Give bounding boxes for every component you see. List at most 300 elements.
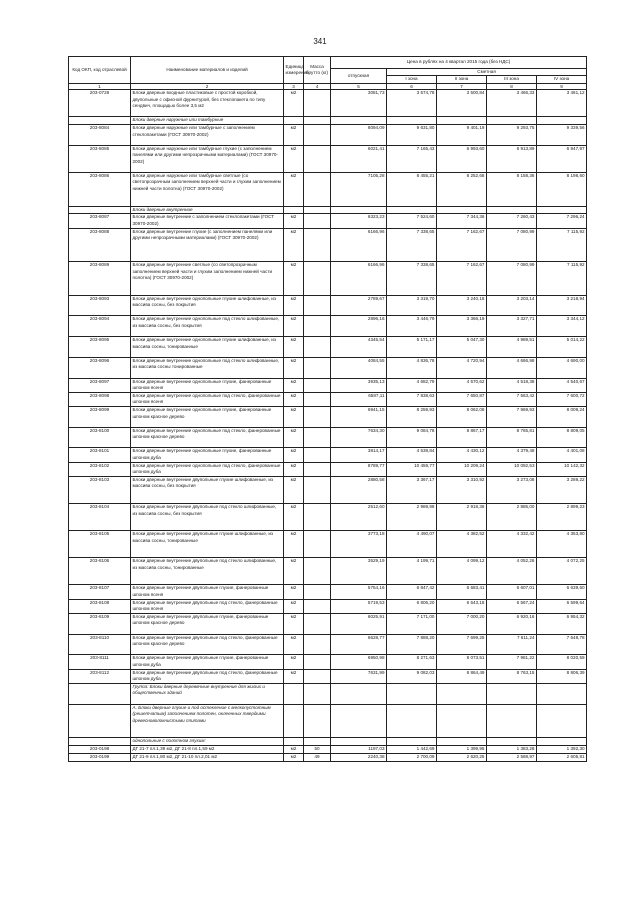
zone-2-price: 5 047,30 xyxy=(437,337,487,358)
zone-3-price: 3 466,33 xyxy=(487,90,537,117)
zone-3-price: 7 969,93 xyxy=(487,407,537,428)
mass-cell xyxy=(304,337,331,358)
column-number: 6 xyxy=(387,83,437,90)
item-code xyxy=(69,684,131,705)
zone-4-price: 2 899,23 xyxy=(537,504,587,531)
item-name: Блоки дверные внутренние двупольные под стекло, фанерованные шпоном красное дерево xyxy=(131,634,284,655)
zone-4-price: 1 392,30 xyxy=(537,746,587,754)
zone-2-price: 3 310,92 xyxy=(437,477,487,504)
zone-4-price xyxy=(537,206,587,214)
zone-4-price xyxy=(537,117,587,125)
mass-cell xyxy=(304,704,331,738)
mass-cell xyxy=(304,634,331,655)
zone-3-price: 2 885,00 xyxy=(487,504,537,531)
column-number: 1 xyxy=(69,83,131,90)
zone-3-price: 1 383,28 xyxy=(487,746,537,754)
release-price xyxy=(331,117,387,125)
release-price: 3081,73 xyxy=(331,90,387,117)
column-number: 5 xyxy=(331,83,387,90)
zone-4-price: 7 115,92 xyxy=(537,262,587,296)
zone-3-price: 4 052,26 xyxy=(487,558,537,585)
table-row xyxy=(69,214,587,228)
zone-1-price: 8 271,63 xyxy=(387,655,437,669)
zone-2-price: 9 401,19 xyxy=(437,125,487,146)
unit-cell: м2 xyxy=(284,669,304,683)
zone-2-price: 2 918,36 xyxy=(437,504,487,531)
release-price: 7634,30 xyxy=(331,427,387,448)
release-price: 5754,16 xyxy=(331,585,387,599)
item-code: 203-8108 xyxy=(69,599,131,613)
zone-4-price: 10 142,32 xyxy=(537,462,587,476)
zone-4-price: 3 461,12 xyxy=(537,90,587,117)
mass-cell: 49 xyxy=(304,753,331,761)
unit-cell: м2 xyxy=(284,427,304,448)
mass-header: Масса брутто (кг) xyxy=(304,57,331,84)
release-price: 6021,41 xyxy=(331,145,387,172)
item-code: 203-8110 xyxy=(69,634,131,655)
zone-1-price: 4 836,78 xyxy=(387,357,437,378)
table-row xyxy=(69,407,587,428)
mass-cell xyxy=(304,614,331,635)
zone-4-price: 5 014,22 xyxy=(537,337,587,358)
zone-1-price: 9 082,03 xyxy=(387,669,437,683)
table-row xyxy=(69,125,587,146)
mass-cell xyxy=(304,295,331,316)
zone-2-price: 1 399,95 xyxy=(437,746,487,754)
mass-cell xyxy=(304,531,331,558)
zone-4-price: 9 339,56 xyxy=(537,125,587,146)
zone-2-price: 7 162,67 xyxy=(437,262,487,296)
zone-2-price: 4 382,52 xyxy=(437,531,487,558)
column-number: 7 xyxy=(437,83,487,90)
item-code: 203-8089 xyxy=(69,262,131,296)
unit-cell: м2 xyxy=(284,214,304,228)
item-name: Блоки дверные внутренние двупольные глухие, фанерованные шпоном ясеня xyxy=(131,585,284,599)
zone-1-price: 3 446,79 xyxy=(387,316,437,337)
item-code: 203-8097 xyxy=(69,378,131,392)
item-code: 203-8102 xyxy=(69,462,131,476)
mass-cell xyxy=(304,206,331,214)
zone-4-price: 4 353,80 xyxy=(537,531,587,558)
zone-3-header: III зона xyxy=(487,76,537,83)
item-code: 203-8106 xyxy=(69,558,131,585)
unit-cell xyxy=(284,206,304,214)
table-row xyxy=(69,614,587,635)
unit-cell: м2 xyxy=(284,337,304,358)
item-code: 203-8099 xyxy=(69,407,131,428)
mass-cell xyxy=(304,392,331,406)
item-code: 203-8107 xyxy=(69,585,131,599)
zone-3-price: 7 080,99 xyxy=(487,228,537,262)
item-name: Блоки дверные наружные или тамбурные глухие (с заполнением панелями или другими непрозрачными материалами) (ГОСТ 30970-2002) xyxy=(131,145,284,172)
release-price: 3814,17 xyxy=(331,448,387,462)
mass-cell xyxy=(304,90,331,117)
release-price: 6950,98 xyxy=(331,655,387,669)
zone-4-price: 2 605,81 xyxy=(537,753,587,761)
release-price: 6628,77 xyxy=(331,634,387,655)
item-name: Блоки дверные наружные или тамбурные с заполнением стеклопакетами (ГОСТ 30970-2002) xyxy=(131,125,284,146)
column-number: 2 xyxy=(131,83,284,90)
mass-cell xyxy=(304,316,331,337)
column-number: 3 xyxy=(284,83,304,90)
zone-3-price: 7 611,24 xyxy=(487,634,537,655)
unit-cell: м2 xyxy=(284,585,304,599)
zone-3-price: 4 332,42 xyxy=(487,531,537,558)
zone-3-price: 4 989,51 xyxy=(487,337,537,358)
item-code: 203-8111 xyxy=(69,655,131,669)
item-name: Блоки дверные внутренние двупольные глухие, фанерованные шпоном красное дерево xyxy=(131,614,284,635)
zone-4-price: 7 600,72 xyxy=(537,392,587,406)
zone-2-price: 3 500,84 xyxy=(437,90,487,117)
zone-2-price xyxy=(437,206,487,214)
release-price xyxy=(331,684,387,705)
table-row xyxy=(69,504,587,531)
release-price: 6166,96 xyxy=(331,228,387,262)
mass-cell xyxy=(304,407,331,428)
estimate-price-header: Сметная xyxy=(387,69,587,76)
zone-1-price: 4 199,71 xyxy=(387,558,437,585)
zone-3-price: 4 518,38 xyxy=(487,378,537,392)
release-price: 8789,77 xyxy=(331,462,387,476)
price-header: Цена в рублях на 4 квартал 2015 года (без НДС) xyxy=(331,57,587,69)
zone-4-price: 8 806,39 xyxy=(537,669,587,683)
zone-1-price: 4 490,07 xyxy=(387,531,437,558)
table-row xyxy=(69,378,587,392)
zone-4-price: 7 296,24 xyxy=(537,214,587,228)
zone-2-price xyxy=(437,704,487,738)
group-header-row xyxy=(69,117,587,125)
zone-2-price: 4 099,12 xyxy=(437,558,487,585)
zone-1-header: I зона xyxy=(387,76,437,83)
zone-4-price xyxy=(537,704,587,738)
zone-4-price: 4 401,08 xyxy=(537,448,587,462)
item-name: Блоки дверные внутренние однопольные глухие, фанерованные шпоном красное дерево xyxy=(131,407,284,428)
item-code: 203-8088 xyxy=(69,228,131,262)
zone-2-price: 4 430,12 xyxy=(437,448,487,462)
item-code xyxy=(69,704,131,738)
zone-3-price: 7 260,43 xyxy=(487,214,537,228)
item-code: 203-8085 xyxy=(69,145,131,172)
zone-2-price: 6 643,18 xyxy=(437,599,487,613)
zone-4-price: 6 954,32 xyxy=(537,614,587,635)
zone-3-price: 9 293,75 xyxy=(487,125,537,146)
item-code: 203-0198 xyxy=(69,746,131,754)
unit-cell: м2 xyxy=(284,357,304,378)
zone-3-price: 4 379,48 xyxy=(487,448,537,462)
item-name: Блоки дверные внутренние однопольные глухие, фанерованные шпоном ясеня xyxy=(131,378,284,392)
item-code xyxy=(69,206,131,214)
release-price: 1197,03 xyxy=(331,746,387,754)
item-name: Блоки дверные внутренние однопольные глухие шлифованные, из массива сосны, без покрытия xyxy=(131,295,284,316)
zone-3-price: 3 327,71 xyxy=(487,316,537,337)
release-price xyxy=(331,738,387,746)
table-row xyxy=(69,262,587,296)
item-name: Блоки дверные внутренние двупольные глухие шлифованные, из массива сосны, без покрытия xyxy=(131,477,284,504)
zone-3-price: 7 981,22 xyxy=(487,655,537,669)
zone-1-price: 8 455,21 xyxy=(387,173,437,207)
item-name: Блоки дверные внутренние двупольные под стекло, фанерованные шпоном дуба xyxy=(131,669,284,683)
zone-2-price: 2 620,25 xyxy=(437,753,487,761)
zone-1-price: 7 338,65 xyxy=(387,228,437,262)
release-price: 6323,23 xyxy=(331,214,387,228)
item-name: Блоки дверные внутренние однопольные под стекло, фанерованные шпоном ясеня xyxy=(131,392,284,406)
item-code: 203-8095 xyxy=(69,337,131,358)
item-name: Блоки дверные внутренние однопольные глухие, фанерованные шпоном дуба xyxy=(131,448,284,462)
table-row xyxy=(69,462,587,476)
zone-4-price: 4 540,67 xyxy=(537,378,587,392)
mass-cell xyxy=(304,477,331,504)
item-name: Блоки дверные наружные или тамбурные xyxy=(131,117,284,125)
mass-cell xyxy=(304,214,331,228)
item-name: Блоки дверные наружные или тамбурные светлые (со светопрозрачным заполнением верхней части и глухим заполнением нижней части полотна) (ГОСТ 30970-2002) xyxy=(131,173,284,207)
table-row xyxy=(69,145,587,172)
item-code: 203-8086 xyxy=(69,173,131,207)
zone-1-price: 7 171,00 xyxy=(387,614,437,635)
zone-3-price: 6 607,01 xyxy=(487,585,537,599)
item-code: 203-8103 xyxy=(69,477,131,504)
table-row xyxy=(69,392,587,406)
zone-1-price: 3 574,78 xyxy=(387,90,437,117)
release-price: 2896,16 xyxy=(331,316,387,337)
unit-cell: м2 xyxy=(284,655,304,669)
zone-2-price: 10 209,24 xyxy=(437,462,487,476)
zone-3-price: 6 567,24 xyxy=(487,599,537,613)
unit-cell: м2 xyxy=(284,125,304,146)
mass-cell xyxy=(304,145,331,172)
item-code: 203-8096 xyxy=(69,357,131,378)
zone-4-price: 7 115,92 xyxy=(537,228,587,262)
unit-cell: м2 xyxy=(284,228,304,262)
zone-1-price: 8 259,93 xyxy=(387,407,437,428)
zone-3-price: 4 666,98 xyxy=(487,357,537,378)
item-code: 203-8101 xyxy=(69,448,131,462)
release-price: 6166,96 xyxy=(331,262,387,296)
item-name: ДГ 21-7 пл.1,39 м2, ДГ 21-8 пл.1,59 м2 xyxy=(131,746,284,754)
zone-4-price: 8 020,59 xyxy=(537,655,587,669)
zone-2-price: 7 344,36 xyxy=(437,214,487,228)
table-row xyxy=(69,669,587,683)
item-code: 203-8098 xyxy=(69,392,131,406)
table-row xyxy=(69,531,587,558)
zone-3-price: 7 563,42 xyxy=(487,392,537,406)
page-number: 341 xyxy=(313,37,327,46)
zone-2-price: 3 240,18 xyxy=(437,295,487,316)
zone-1-price: 5 171,17 xyxy=(387,337,437,358)
item-name: Блоки дверные внутренние двупольные глухие, фанерованные шпоном дуба xyxy=(131,655,284,669)
release-price xyxy=(331,704,387,738)
zone-3-price xyxy=(487,684,537,705)
release-price: 2512,60 xyxy=(331,504,387,531)
release-price: 4345,54 xyxy=(331,337,387,358)
mass-cell xyxy=(304,378,331,392)
zone-4-price: 3 218,94 xyxy=(537,295,587,316)
zone-2-price: 6 993,60 xyxy=(437,145,487,172)
mass-cell xyxy=(304,448,331,462)
code-header: Код ОКП, код отраслевой xyxy=(69,57,131,84)
zone-2-price xyxy=(437,117,487,125)
table-row xyxy=(69,295,587,316)
zone-3-price: 3 273,08 xyxy=(487,477,537,504)
zone-3-price: 2 588,97 xyxy=(487,753,537,761)
column-number: 8 xyxy=(487,83,537,90)
mass-cell xyxy=(304,427,331,448)
item-name: Группа: Блоки дверные деревянные внутренние для жилых и общественных зданий xyxy=(131,684,284,705)
item-name: Блоки дверные внутренние двупольные под стекло шлифованные, из массива сосны, без покрытия xyxy=(131,504,284,531)
item-name: Блоки дверные внутренние однопольные под стекло, фанерованные шпоном красное дерево xyxy=(131,427,284,448)
unit-cell: м2 xyxy=(284,558,304,585)
mass-cell xyxy=(304,357,331,378)
zone-1-price: 7 524,60 xyxy=(387,214,437,228)
zone-4-price: 4 072,25 xyxy=(537,558,587,585)
item-code xyxy=(69,117,131,125)
release-price: 6941,15 xyxy=(331,407,387,428)
item-name: Блоки дверные внутренние глухие (с заполнением панелями или другими непрозрачными материалами) (ГОСТ 30970-2002) xyxy=(131,228,284,262)
mass-cell xyxy=(304,125,331,146)
zone-1-price: 10 459,77 xyxy=(387,462,437,476)
unit-cell: м2 xyxy=(284,599,304,613)
zone-2-price: 8 073,51 xyxy=(437,655,487,669)
release-price: 3773,18 xyxy=(331,531,387,558)
mass-cell xyxy=(304,558,331,585)
zone-3-price: 7 080,99 xyxy=(487,262,537,296)
mass-cell xyxy=(304,504,331,531)
zone-4-price xyxy=(537,684,587,705)
zone-2-price: 3 366,19 xyxy=(437,316,487,337)
zone-2-price: 8 062,08 xyxy=(437,407,487,428)
item-name: Блоки дверные внутренние xyxy=(131,206,284,214)
mass-cell xyxy=(304,173,331,207)
release-price: 2789,67 xyxy=(331,295,387,316)
item-name: Блоки дверные внутренние однопольные под стекло шлифованные, из массива сосны тонированные xyxy=(131,357,284,378)
mass-cell xyxy=(304,599,331,613)
table-row xyxy=(69,90,587,117)
unit-cell: м2 xyxy=(284,462,304,476)
table-row xyxy=(69,337,587,358)
unit-header: Единица измерения xyxy=(284,57,304,84)
table-header xyxy=(69,57,587,90)
zone-1-price: 7 888,20 xyxy=(387,634,437,655)
zone-2-price: 8 864,49 xyxy=(437,669,487,683)
item-name: ДГ 21-9 пл.1,80 м2, ДГ 21-10 пл.2,01 м2 xyxy=(131,753,284,761)
price-table xyxy=(68,56,587,762)
table-row xyxy=(69,599,587,613)
release-price: 3529,19 xyxy=(331,558,387,585)
column-number: 9 xyxy=(537,83,587,90)
unit-cell: м2 xyxy=(284,262,304,296)
release-price: 7631,99 xyxy=(331,669,387,683)
group-header-row xyxy=(69,704,587,738)
mass-cell: 50 xyxy=(304,746,331,754)
item-name: Блоки дверные входные пластиковые с простой коробкой, двупольные с офисной фурнитурой, без стеклопакета по типу сендвич, площадью более 3,5 м2 xyxy=(131,90,284,117)
group-header-row xyxy=(69,738,587,746)
item-name: А. Блоки дверные глухие и под остекление с мелкопустотным (решетчатым) заполнением полотен, оклеенных твердыми древесноволокнистыми плитами xyxy=(131,704,284,738)
item-name: Блоки дверные внутренние однопольные глухие шлифованные, из массива сосны, тонированные xyxy=(131,337,284,358)
zone-4-price: 6 599,64 xyxy=(537,599,587,613)
mass-cell xyxy=(304,655,331,669)
zone-1-price: 6 806,20 xyxy=(387,599,437,613)
mass-cell xyxy=(304,669,331,683)
mass-cell xyxy=(304,684,331,705)
unit-cell: м2 xyxy=(284,145,304,172)
zone-1-price: 6 847,42 xyxy=(387,585,437,599)
release-price: 6587,11 xyxy=(331,392,387,406)
zone-1-price xyxy=(387,704,437,738)
zone-1-price: 2 700,09 xyxy=(387,753,437,761)
table-row xyxy=(69,634,587,655)
group-header-row xyxy=(69,206,587,214)
release-price: 5719,53 xyxy=(331,599,387,613)
zone-4-price: 8 809,05 xyxy=(537,427,587,448)
zone-2-price xyxy=(437,738,487,746)
zone-1-price xyxy=(387,206,437,214)
unit-cell: м2 xyxy=(284,295,304,316)
item-code: 203-8093 xyxy=(69,295,131,316)
item-code: 203-8084 xyxy=(69,125,131,146)
zone-4-price: 8 009,24 xyxy=(537,407,587,428)
zone-1-price: 9 084,78 xyxy=(387,427,437,448)
zone-1-price: 7 838,63 xyxy=(387,392,437,406)
zone-2-price: 7 650,87 xyxy=(437,392,487,406)
zone-1-price xyxy=(387,738,437,746)
zone-4-price xyxy=(537,738,587,746)
zone-4-price: 3 344,12 xyxy=(537,316,587,337)
item-name: Блоки дверные внутренние с заполнением стеклопакетами (ГОСТ 30970-2002) xyxy=(131,214,284,228)
zone-3-price xyxy=(487,117,537,125)
zone-3-price: 6 920,16 xyxy=(487,614,537,635)
zone-4-price: 6 639,60 xyxy=(537,585,587,599)
zone-2-price: 7 000,20 xyxy=(437,614,487,635)
zone-2-price xyxy=(437,684,487,705)
zone-3-price: 8 158,36 xyxy=(487,173,537,207)
table-row xyxy=(69,173,587,207)
zone-4-price: 3 289,22 xyxy=(537,477,587,504)
release-price-header: отпускная xyxy=(331,69,387,84)
unit-cell xyxy=(284,738,304,746)
zone-3-price: 8 763,15 xyxy=(487,669,537,683)
item-name: Блоки дверные внутренние однопольные под стекло, фанерованные шпоном дуба xyxy=(131,462,284,476)
release-price: 3935,13 xyxy=(331,378,387,392)
mass-cell xyxy=(304,228,331,262)
item-name: Блоки дверные внутренние двупольные под стекло, фанерованные шпоном ясеня xyxy=(131,599,284,613)
zone-1-price: 3 367,17 xyxy=(387,477,437,504)
zone-4-price: 7 648,78 xyxy=(537,634,587,655)
column-number: 4 xyxy=(304,83,331,90)
mass-cell xyxy=(304,462,331,476)
zone-1-price: 3 319,70 xyxy=(387,295,437,316)
unit-cell: м2 xyxy=(284,392,304,406)
unit-cell: м2 xyxy=(284,316,304,337)
mass-cell xyxy=(304,262,331,296)
release-price: 7105,28 xyxy=(331,173,387,207)
item-code: 203-0728 xyxy=(69,90,131,117)
item-code xyxy=(69,738,131,746)
release-price: 2240,38 xyxy=(331,753,387,761)
unit-cell: м2 xyxy=(284,504,304,531)
item-code: 203-8087 xyxy=(69,214,131,228)
mass-cell xyxy=(304,738,331,746)
zone-3-price: 8 765,81 xyxy=(487,427,537,448)
unit-cell: м2 xyxy=(284,90,304,117)
table-row xyxy=(69,753,587,761)
zone-1-price: 4 682,79 xyxy=(387,378,437,392)
release-price: 8094,09 xyxy=(331,125,387,146)
unit-cell: м2 xyxy=(284,448,304,462)
unit-cell: м2 xyxy=(284,753,304,761)
zone-2-price: 7 162,67 xyxy=(437,228,487,262)
zone-2-header: II зона xyxy=(437,76,487,83)
zone-2-price: 4 720,94 xyxy=(437,357,487,378)
mass-cell xyxy=(304,585,331,599)
